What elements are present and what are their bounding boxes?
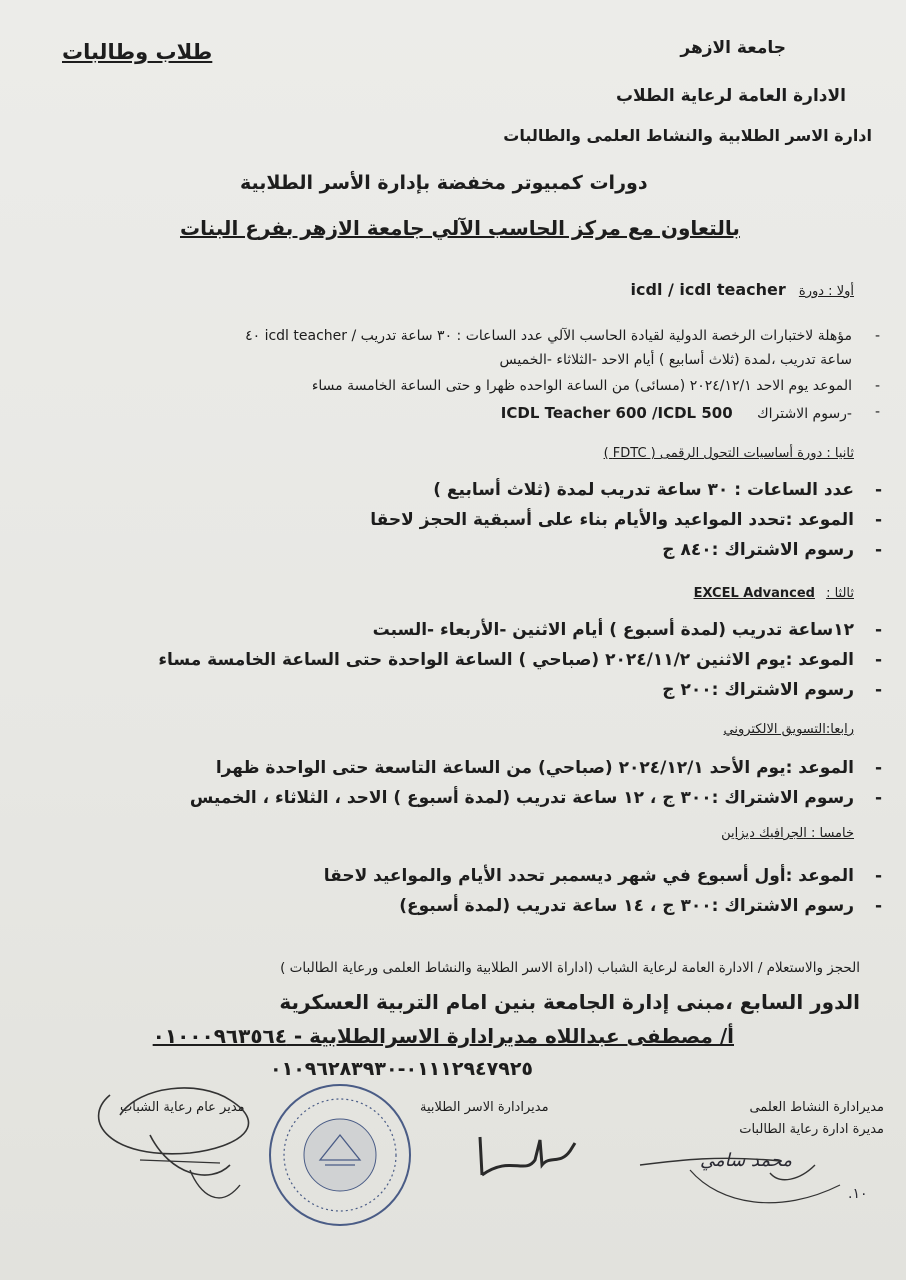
s4-item-1: - الموعد :يوم الأحد ٢٠٢٤/١٢/١ (صباحي) من الساعة التاسعة حتى الواحدة ظهرا [215,758,882,778]
section-2-heading: ثانيا : دورة أساسيات التحول الرقمى ( FDTC ) [603,446,854,461]
booking-line-1: الحجز والاستعلام / الادارة العامة لرعاية الشباب (اداراة الاسر الطلابية والنشاط العلمى ورعاية الطالبات ) [280,960,860,976]
booking-contact-person: أ/ مصطفى عبداللاه مديرادارة الاسرالطلابية - ٠١٠٠٠٩٦٣٥٦٤ [152,1024,734,1048]
handwritten-note: ١٠. [848,1186,868,1202]
s5-item-1: - الموعد :أول أسبوع في شهر ديسمبر تحدد الأيام والمواعيد لاحقا [323,866,882,886]
section-1-heading [631,280,854,299]
families-department: ادارة الاسر الطلابية والنشاط العلمى والطالبات [503,126,872,145]
s1-item-1b: ساعة تدريب ،لمدة (ثلاث أسابيع ) أيام الاحد -الثلاثاء -الخميس [499,352,852,368]
signature-female-director: مديرة ادارة رعاية الطالبات [739,1122,884,1137]
booking-phones: ٠١١١٢٩٤٧٩٢٥-٠١٠٩٦٢٨٣٩٣٠ [270,1058,534,1080]
signature-science-director: مديرادارة النشاط العلمى [749,1100,884,1115]
section-1-course: icdl / icdl teacher [630,280,786,299]
signature-youth-director: مدير عام رعاية الشباب [120,1100,245,1115]
university-name: جامعة الازهر [680,38,786,58]
section-5-heading: خامسا : الجرافيك ديزاين [721,826,854,841]
s5-item-2: - رسوم الاشتراك :٣٠٠ ج ، ١٤ ساعة تدريب (لمدة أسبوع) [399,896,882,916]
left-signature-scribble [99,1088,249,1175]
section-1-label: أولا : دورة [798,284,854,299]
s2-item-3: - رسوم الاشتراك :٨٤٠ ج [662,540,882,560]
s1-item-3: - -رسوم الاشتراك ICDL Teacher 600 /ICDL 500 [500,404,880,422]
s3-item-1: - ١٢ساعة تدريب (لمدة أسبوع ) أيام الاثنين -الأربعاء -السبت [372,620,882,640]
official-seal-icon [270,1085,410,1225]
s1-item-2: - الموعد يوم الاحد ٢٠٢٤/١٢/١ (مسائى) من الساعة الواحده ظهرا و حتى الساعة الخامسة مساء [311,378,880,394]
section-4-heading: رابعا:التسويق الالكتروني [723,722,854,737]
s2-item-1: - عدد الساعات : ٣٠ ساعة تدريب لمدة (ثلاث أسابيع ) [433,480,882,500]
signature-families-director: مديرادارة الاسر الطلابية [420,1100,549,1115]
section-3-heading: ثالثا : EXCEL Advanced [693,586,854,601]
page-subtitle: بالتعاون مع مركز الحاسب الآلي جامعة الازهر بفرع البنات [180,216,740,240]
s1-item-1: - مؤهلة لاختبارات الرخصة الدولية لقيادة الحاسب الآلي عدد الساعات : ٣٠ ساعة تدريب / icdl teacher ٤٠ [245,328,880,344]
s4-item-2: - رسوم الاشتراك :٣٠٠ ج ، ١٢ ساعة تدريب (لمدة أسبوع ) الاحد ، الثلاثاء ، الخميس [189,788,882,808]
general-administration: الادارة العامة لرعاية الطلاب [615,86,846,106]
s3-item-2: - الموعد :يوم الاثنين ٢٠٢٤/١١/٢ (صباحي ) الساعة الواحدة حتى الساعة الخامسة مساء [158,650,882,670]
booking-line-2: الدور السابع ،مبنى إدارة الجامعة بنين امام التربية العسكرية [279,990,860,1014]
signatures-graphic [80,1065,900,1265]
s2-item-2: - الموعد :تحدد المواعيد والأيام بناء على أسبقية الحجز لاحقا [370,510,882,530]
students-stamp: طلاب وطالبات [62,40,213,64]
s3-item-3: - رسوم الاشتراك :٢٠٠ ج [662,680,882,700]
handwritten-name: محمد سامي [700,1150,793,1171]
page-title: دورات كمبيوتر مخفضة بإدارة الأسر الطلابية [240,172,648,194]
